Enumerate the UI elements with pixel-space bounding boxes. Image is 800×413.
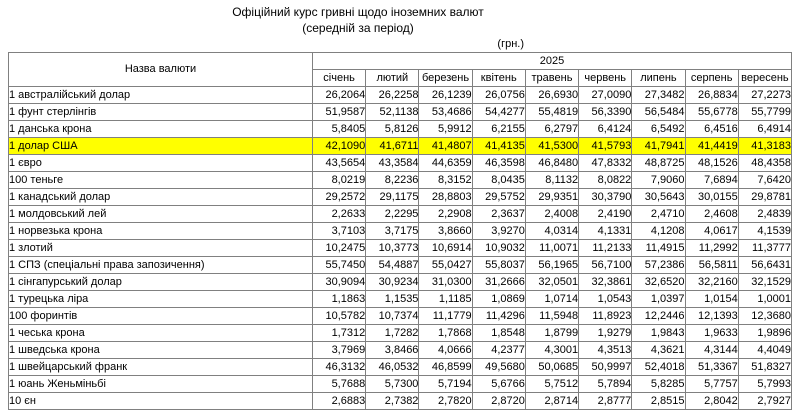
rate-cell: 29,8781 xyxy=(738,189,791,206)
rate-cell: 2,8720 xyxy=(472,393,525,410)
rate-cell: 44,6359 xyxy=(419,155,472,172)
column-header-month-8: серпень xyxy=(685,70,738,87)
rate-cell: 1,7282 xyxy=(366,325,419,342)
column-header-month-2: лютий xyxy=(366,70,419,87)
rate-cell: 51,9587 xyxy=(313,104,366,121)
rate-cell: 3,7969 xyxy=(313,342,366,359)
rate-cell: 29,5752 xyxy=(472,189,525,206)
rate-cell: 26,1239 xyxy=(419,87,472,104)
rate-cell: 2,4008 xyxy=(525,206,578,223)
rate-cell: 46,0532 xyxy=(366,359,419,376)
rate-cell: 1,1185 xyxy=(419,291,472,308)
rate-cell: 26,6930 xyxy=(525,87,578,104)
rate-cell: 32,0501 xyxy=(525,274,578,291)
rate-cell: 2,2295 xyxy=(366,206,419,223)
rate-cell: 1,9279 xyxy=(579,325,632,342)
table-row xyxy=(9,376,792,393)
rate-cell: 2,2908 xyxy=(419,206,472,223)
rate-cell: 4,0617 xyxy=(685,223,738,240)
rate-cell: 5,9912 xyxy=(419,121,472,138)
table-row xyxy=(9,206,792,223)
rate-cell: 3,7175 xyxy=(366,223,419,240)
rate-cell: 26,8834 xyxy=(685,87,738,104)
rate-cell: 54,4887 xyxy=(366,257,419,274)
currency-name-cell: 1 євро xyxy=(9,155,313,172)
column-header-month-9: вересень xyxy=(738,70,791,87)
rate-cell: 8,1132 xyxy=(525,172,578,189)
page-title: Офіційний курс гривні щодо іноземних валют xyxy=(232,5,484,19)
rate-cell: 2,8515 xyxy=(632,393,685,410)
rate-cell: 30,3790 xyxy=(579,189,632,206)
rate-cell: 4,1539 xyxy=(738,223,791,240)
rate-cell: 2,8042 xyxy=(685,393,738,410)
rate-cell: 2,4839 xyxy=(738,206,791,223)
rate-cell: 11,8923 xyxy=(579,308,632,325)
rate-cell: 1,9896 xyxy=(738,325,791,342)
rate-cell: 27,0090 xyxy=(579,87,632,104)
rate-cell: 46,8599 xyxy=(419,359,472,376)
rate-cell: 41,6711 xyxy=(366,138,419,155)
rate-cell: 55,4819 xyxy=(525,104,578,121)
rate-cell: 56,6431 xyxy=(738,257,791,274)
table-row xyxy=(9,121,792,138)
rate-cell: 46,3132 xyxy=(313,359,366,376)
rate-cell: 27,3482 xyxy=(632,87,685,104)
rate-cell: 47,8332 xyxy=(579,155,632,172)
rate-cell: 1,1535 xyxy=(366,291,419,308)
currency-name-cell: 100 теньге xyxy=(9,172,313,189)
rate-cell: 32,3861 xyxy=(579,274,632,291)
table-row xyxy=(9,325,792,342)
rate-cell: 11,5948 xyxy=(525,308,578,325)
rate-cell: 29,9351 xyxy=(525,189,578,206)
rate-cell: 2,7927 xyxy=(738,393,791,410)
rate-cell: 1,0397 xyxy=(632,291,685,308)
table-row xyxy=(9,138,792,155)
rate-cell: 1,7312 xyxy=(313,325,366,342)
rate-cell: 1,1863 xyxy=(313,291,366,308)
rate-cell: 54,4277 xyxy=(472,104,525,121)
table-row xyxy=(9,359,792,376)
rate-cell: 5,7993 xyxy=(738,376,791,393)
rate-cell: 41,4419 xyxy=(685,138,738,155)
rate-cell: 2,2633 xyxy=(313,206,366,223)
rate-cell: 56,7100 xyxy=(579,257,632,274)
table-row xyxy=(9,223,792,240)
rate-cell: 6,2155 xyxy=(472,121,525,138)
rate-cell: 55,8037 xyxy=(472,257,525,274)
table-row xyxy=(9,155,792,172)
currency-name-cell: 1 австралійський долар xyxy=(9,87,313,104)
rate-cell: 11,2133 xyxy=(579,240,632,257)
rate-cell: 2,6883 xyxy=(313,393,366,410)
rate-cell: 8,0435 xyxy=(472,172,525,189)
rate-cell: 5,8405 xyxy=(313,121,366,138)
rate-cell: 4,4049 xyxy=(738,342,791,359)
rate-cell: 2,4190 xyxy=(579,206,632,223)
rate-cell: 30,5643 xyxy=(632,189,685,206)
column-header-year: 2025 xyxy=(313,53,792,70)
rate-cell: 2,8714 xyxy=(525,393,578,410)
rate-cell: 4,3621 xyxy=(632,342,685,359)
rate-cell: 49,5680 xyxy=(472,359,525,376)
rate-cell: 3,7103 xyxy=(313,223,366,240)
rate-cell: 1,0714 xyxy=(525,291,578,308)
rate-cell: 5,7512 xyxy=(525,376,578,393)
rate-cell: 11,2992 xyxy=(685,240,738,257)
rate-cell: 2,7382 xyxy=(366,393,419,410)
rate-cell: 55,0427 xyxy=(419,257,472,274)
rate-cell: 30,9094 xyxy=(313,274,366,291)
rate-cell: 55,6778 xyxy=(685,104,738,121)
table-body xyxy=(9,87,792,410)
currency-name-cell: 1 чеська крона xyxy=(9,325,313,342)
rate-cell: 4,0666 xyxy=(419,342,472,359)
rate-cell: 4,3001 xyxy=(525,342,578,359)
rate-cell: 50,0685 xyxy=(525,359,578,376)
rate-cell: 30,9234 xyxy=(366,274,419,291)
currency-name-cell: 1 норвезька крона xyxy=(9,223,313,240)
rate-cell: 1,8548 xyxy=(472,325,525,342)
rate-cell: 11,0071 xyxy=(525,240,578,257)
rate-cell: 4,2377 xyxy=(472,342,525,359)
column-header-month-1: січень xyxy=(313,70,366,87)
currency-name-cell: 1 фунт стерлінгів xyxy=(9,104,313,121)
column-header-month-3: березень xyxy=(419,70,472,87)
table-row xyxy=(9,274,792,291)
currency-name-cell: 1 долар США xyxy=(9,138,313,155)
rate-cell: 2,3637 xyxy=(472,206,525,223)
rate-cell: 5,6766 xyxy=(472,376,525,393)
currency-name-cell: 1 турецька ліра xyxy=(9,291,313,308)
column-header-month-5: травень xyxy=(525,70,578,87)
rate-cell: 26,2258 xyxy=(366,87,419,104)
rate-cell: 10,6914 xyxy=(419,240,472,257)
rate-cell: 43,5654 xyxy=(313,155,366,172)
rate-cell: 10,3773 xyxy=(366,240,419,257)
rate-cell: 11,4915 xyxy=(632,240,685,257)
rate-cell: 11,1779 xyxy=(419,308,472,325)
currency-name-cell: 1 юань Женьміньбі xyxy=(9,376,313,393)
rate-cell: 51,3367 xyxy=(685,359,738,376)
document-title-block xyxy=(48,4,668,36)
rate-cell: 1,0869 xyxy=(472,291,525,308)
table-row xyxy=(9,104,792,121)
rate-cell: 6,4516 xyxy=(685,121,738,138)
rate-cell: 12,1393 xyxy=(685,308,738,325)
rate-cell: 3,9270 xyxy=(472,223,525,240)
rate-cell: 48,4358 xyxy=(738,155,791,172)
rate-cell: 8,3152 xyxy=(419,172,472,189)
column-header-month-4: квітень xyxy=(472,70,525,87)
rate-cell: 48,8725 xyxy=(632,155,685,172)
rate-cell: 7,6894 xyxy=(685,172,738,189)
rate-cell: 2,8777 xyxy=(579,393,632,410)
rate-cell: 5,7300 xyxy=(366,376,419,393)
table-row xyxy=(9,87,792,104)
rate-cell: 32,2160 xyxy=(685,274,738,291)
rate-cell: 29,2572 xyxy=(313,189,366,206)
column-header-month-6: червень xyxy=(579,70,632,87)
rate-cell: 8,2236 xyxy=(366,172,419,189)
rate-cell: 2,4710 xyxy=(632,206,685,223)
rate-cell: 41,3183 xyxy=(738,138,791,155)
rate-cell: 32,6520 xyxy=(632,274,685,291)
rate-cell: 3,8660 xyxy=(419,223,472,240)
rate-cell: 43,3584 xyxy=(366,155,419,172)
rate-cell: 7,9060 xyxy=(632,172,685,189)
rate-cell: 26,2064 xyxy=(313,87,366,104)
rate-cell: 4,0314 xyxy=(525,223,578,240)
table-row xyxy=(9,240,792,257)
rate-cell: 4,1331 xyxy=(579,223,632,240)
currency-name-cell: 1 сінгапурський долар xyxy=(9,274,313,291)
rate-cell: 5,7688 xyxy=(313,376,366,393)
rate-cell: 41,5793 xyxy=(579,138,632,155)
rate-cell: 6,5492 xyxy=(632,121,685,138)
currency-name-cell: 1 шведська крона xyxy=(9,342,313,359)
rate-cell: 41,4807 xyxy=(419,138,472,155)
rate-cell: 6,4914 xyxy=(738,121,791,138)
rate-cell: 41,4135 xyxy=(472,138,525,155)
currency-name-cell: 10 єн xyxy=(9,393,313,410)
rate-cell: 5,8285 xyxy=(632,376,685,393)
rate-cell: 6,2797 xyxy=(525,121,578,138)
rate-cell: 4,1208 xyxy=(632,223,685,240)
table-row xyxy=(9,189,792,206)
rate-cell: 2,7820 xyxy=(419,393,472,410)
rate-cell: 10,9032 xyxy=(472,240,525,257)
column-header-month-7: липень xyxy=(632,70,685,87)
rate-cell: 5,7194 xyxy=(419,376,472,393)
rate-cell: 10,2475 xyxy=(313,240,366,257)
rate-cell: 8,0822 xyxy=(579,172,632,189)
rate-cell: 56,3390 xyxy=(579,104,632,121)
rate-cell: 2,4608 xyxy=(685,206,738,223)
rate-cell: 1,8799 xyxy=(525,325,578,342)
table-row xyxy=(9,342,792,359)
rate-cell: 31,0300 xyxy=(419,274,472,291)
rate-cell: 1,7868 xyxy=(419,325,472,342)
rate-cell: 57,2386 xyxy=(632,257,685,274)
currency-name-cell: 100 форинтів xyxy=(9,308,313,325)
rate-cell: 5,8126 xyxy=(366,121,419,138)
rate-cell: 8,0219 xyxy=(313,172,366,189)
rate-cell: 1,0001 xyxy=(738,291,791,308)
table-header-row-year xyxy=(9,53,792,70)
exchange-rate-table xyxy=(8,52,792,410)
currency-name-cell: 1 данська крона xyxy=(9,121,313,138)
rate-cell: 56,5484 xyxy=(632,104,685,121)
page-subtitle: (середній за період) xyxy=(302,21,414,35)
rate-cell: 51,8327 xyxy=(738,359,791,376)
rate-cell: 53,4686 xyxy=(419,104,472,121)
rate-cell: 1,0154 xyxy=(685,291,738,308)
rate-cell: 27,2273 xyxy=(738,87,791,104)
rate-cell: 10,5782 xyxy=(313,308,366,325)
rate-cell: 1,0543 xyxy=(579,291,632,308)
rate-cell: 10,7374 xyxy=(366,308,419,325)
rate-cell: 4,3513 xyxy=(579,342,632,359)
currency-name-cell: 1 канадський долар xyxy=(9,189,313,206)
rate-cell: 1,9843 xyxy=(632,325,685,342)
currency-name-cell: 1 швейцарський франк xyxy=(9,359,313,376)
rate-cell: 29,1175 xyxy=(366,189,419,206)
rate-cell: 41,7941 xyxy=(632,138,685,155)
rate-cell: 6,4124 xyxy=(579,121,632,138)
column-header-currency: Назва валюти xyxy=(9,53,313,87)
rate-cell: 56,1965 xyxy=(525,257,578,274)
rate-cell: 50,9997 xyxy=(579,359,632,376)
rate-cell: 42,1090 xyxy=(313,138,366,155)
currency-name-cell: 1 СПЗ (спеціальні права запозичення) xyxy=(9,257,313,274)
rate-cell: 55,7450 xyxy=(313,257,366,274)
rate-cell: 56,5811 xyxy=(685,257,738,274)
rate-cell: 5,7757 xyxy=(685,376,738,393)
table-row xyxy=(9,291,792,308)
rate-cell: 4,3144 xyxy=(685,342,738,359)
rate-cell: 26,0756 xyxy=(472,87,525,104)
rate-cell: 55,7799 xyxy=(738,104,791,121)
rate-cell: 5,7894 xyxy=(579,376,632,393)
rate-cell: 32,1529 xyxy=(738,274,791,291)
rate-cell: 3,8466 xyxy=(366,342,419,359)
units-label: (грн.) xyxy=(497,38,524,50)
rate-cell: 12,3680 xyxy=(738,308,791,325)
table-row xyxy=(9,393,792,410)
rate-cell: 12,2446 xyxy=(632,308,685,325)
rate-cell: 41,5300 xyxy=(525,138,578,155)
rate-cell: 11,3777 xyxy=(738,240,791,257)
table-row xyxy=(9,308,792,325)
rate-cell: 46,3598 xyxy=(472,155,525,172)
currency-name-cell: 1 молдовський лей xyxy=(9,206,313,223)
currency-name-cell: 1 злотий xyxy=(9,240,313,257)
table-row xyxy=(9,257,792,274)
table-row xyxy=(9,172,792,189)
rate-cell: 1,9633 xyxy=(685,325,738,342)
rate-cell: 11,4296 xyxy=(472,308,525,325)
rate-cell: 31,2666 xyxy=(472,274,525,291)
rate-cell: 48,1526 xyxy=(685,155,738,172)
rate-cell: 30,0155 xyxy=(685,189,738,206)
rate-cell: 28,8803 xyxy=(419,189,472,206)
rate-cell: 52,1138 xyxy=(366,104,419,121)
rate-cell: 52,4018 xyxy=(632,359,685,376)
rate-cell: 7,6420 xyxy=(738,172,791,189)
rate-cell: 46,8480 xyxy=(525,155,578,172)
